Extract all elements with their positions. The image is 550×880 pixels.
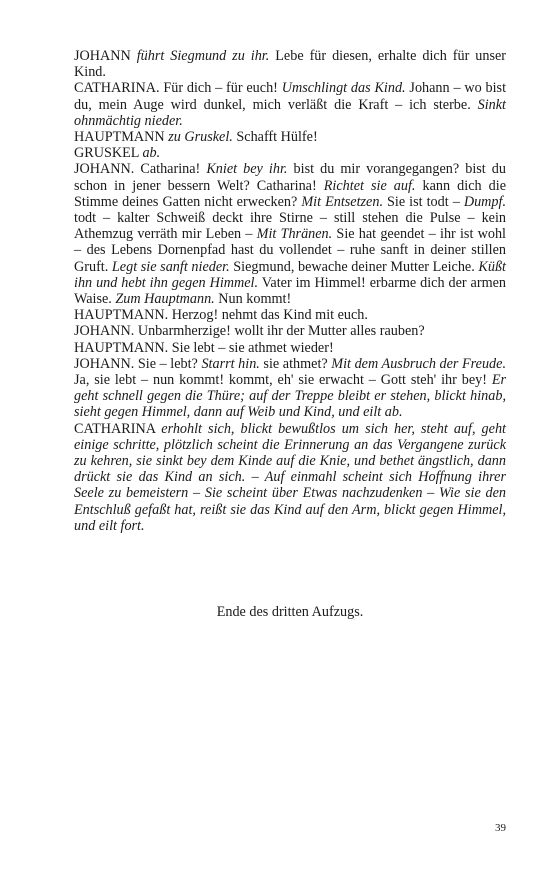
dialogue-text: JOHANN. Catharina! (74, 161, 207, 178)
stage-direction: zu Gruskel. (168, 129, 233, 146)
dialogue-text: Ja, sie lebt – nun kommt! kommt, eh' sie erwacht – Gott steh' ihr bey! (74, 372, 492, 389)
dialogue-text: Sie hat geendet – ihr ist wohl – des Lebens Dornenpfad hast du vollendet – ruhe sanft in deiner stillen Gruft. (74, 226, 506, 275)
dialogue-text: Sie ist todt – (383, 193, 464, 210)
dialogue-text: GRUSKEL (74, 145, 143, 162)
paragraph (74, 307, 506, 323)
dialogue-text: todt – kalter Schweiß deckt ihre Stirne – still stehen die Pulse – kein Athemzug verräth mir Leben – (74, 210, 506, 243)
paragraph (74, 129, 506, 145)
stage-direction: Kniet bey ihr. (206, 161, 288, 178)
dialogue-text: Johann – wo bist du, mein Auge wird dunkel, mich verläßt die Kraft – ich sterbe. (74, 80, 507, 113)
dialogue-text: CATHARINA. Für dich – für euch! (74, 80, 282, 97)
stage-direction: Er geht schnell gegen die Thüre; auf der Treppe bleibt er stehen, blickt hinab, sieht gegen Himmel, dann auf Weib und Kind, und eilt ab. (74, 372, 506, 421)
paragraph (74, 48, 506, 80)
dialogue-text: Schafft Hülfe! (232, 129, 318, 146)
dialogue-text: JOHANN (74, 48, 137, 64)
paragraph (74, 340, 506, 356)
stage-direction: Zum Hauptmann. (115, 291, 215, 308)
paragraph (74, 145, 506, 161)
paragraph (74, 356, 506, 421)
dialogue-text: Vater im Himmel! erbarme dich der armen Waise. (74, 274, 506, 308)
paragraph (74, 80, 506, 129)
dialogue-text: HAUPTMANN (74, 129, 169, 146)
stage-direction: Mit dem Ausbruch der Freude. (331, 355, 506, 372)
stage-direction: ab. (142, 145, 161, 162)
dialogue-text: Siegmund, bewache deiner Mutter Leiche. (229, 258, 479, 275)
stage-direction: Dumpf. (463, 193, 506, 210)
dialogue-text: CATHARINA (74, 420, 162, 437)
dialogue-text: HAUPTMANN. Sie lebt – sie athmet wieder! (74, 339, 334, 356)
page-number: 39 (495, 822, 506, 834)
act-ending: Ende des dritten Aufzugs. (216, 604, 364, 620)
stage-direction: Richtet sie auf. (323, 177, 416, 194)
stage-direction: Legt sie sanft nieder. (111, 258, 230, 275)
play-text (74, 48, 506, 534)
stage-direction: Starrt hin. (201, 355, 260, 372)
stage-direction: Küßt ihn und hebt ihn gegen Himmel. (74, 258, 506, 291)
dialogue-text: Lebe für diesen, erhalte dich für unser Kind. (74, 48, 506, 81)
dialogue-text: kann dich die Stimme deines Gatten nicht erwecken? (74, 177, 506, 210)
stage-direction: erhohlt sich, blickt bewußtlos um sich her, steht auf, geht einige schritte, plötzlich scheint die Erinnerung an das Vergangene zurück zu kehren, sie sinkt bey dem Kinde auf die Knie, und bethet ängstlich, dann drückt sie das Kind an sich. – Auf einmahl scheint sich Hoffnung ihrer Seele zu bemeistern – Sie scheint über Etwas nachzudenken – Wie sie den Entschluß gefaßt hat, reißt sie das Kind auf den Arm, blickt gegen Himmel, und eilt fort. (74, 420, 506, 534)
paragraph (74, 323, 506, 339)
dialogue-text: JOHANN. Sie – lebt? (74, 355, 202, 372)
stage-direction: Mit Entsetzen. (301, 193, 383, 210)
paragraph (74, 161, 506, 307)
stage-direction: Umschlingt das Kind. (281, 80, 406, 97)
dialogue-text: HAUPTMANN. Herzog! nehmt das Kind mit euch. (74, 307, 368, 324)
stage-direction: Sinkt ohnmächtig nieder. (74, 96, 506, 129)
dialogue-text: JOHANN. Unbarmherzige! wollt ihr der Mutter alles rauben? (74, 323, 425, 340)
dialogue-text: Nun kommt! (214, 291, 292, 308)
stage-direction: Mit Thränen. (256, 226, 333, 243)
stage-direction: führt Siegmund zu ihr. (136, 48, 270, 64)
dialogue-text: bist du mir vorangegangen? bist du schon in jener bessern Welt? Catharina! (74, 161, 506, 194)
dialogue-text: sie athmet? (259, 355, 332, 372)
paragraph (74, 421, 506, 534)
